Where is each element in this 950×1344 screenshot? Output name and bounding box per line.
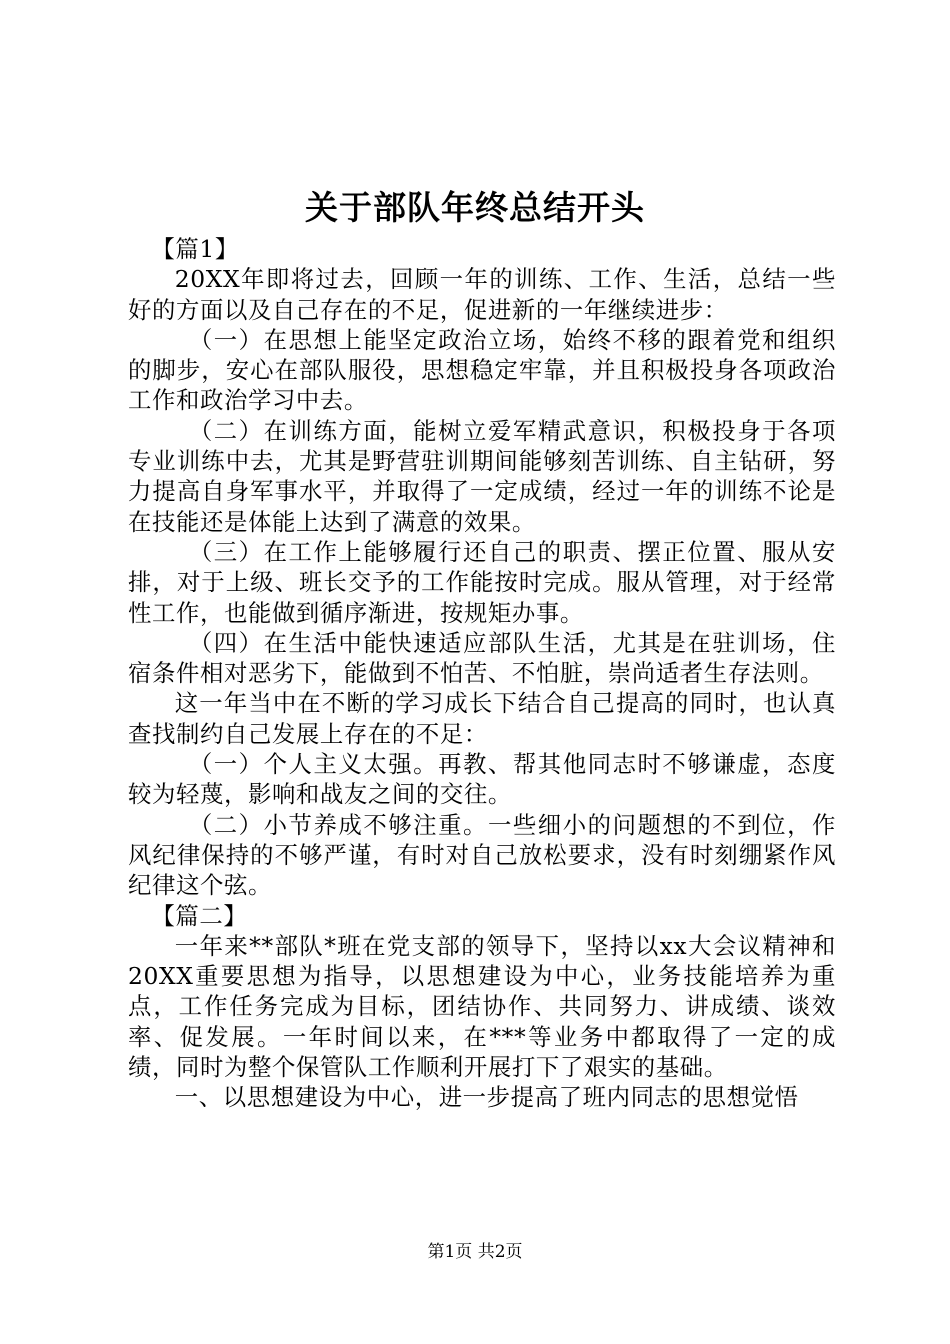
paragraph: 【篇1】: [151, 235, 239, 263]
paragraph: （一）在思想上能坚定政治立场，始终不移的跟着党和组织的脚步，安心在部队服役，思想稳定牢靠，并且积极投身各项政治工作和政治学习中去。: [128, 325, 836, 415]
document-body: [128, 234, 836, 1113]
paragraph: 一、以思想建设为中心，进一步提高了班内同志的思想觉悟: [174, 1083, 799, 1112]
paragraph: （四）在生活中能快速适应部队生活，尤其是在驻训场，住宿条件相对恶劣下，能做到不怕苦、不怕脏，崇尚适者生存法则。: [128, 628, 836, 688]
paragraph: （三）在工作上能够履行还自己的职责、摆正位置、服从安排，对于上级、班长交予的工作能按时完成。服从管理，对于经常性工作，也能做到循序渐进，按规矩办事。: [128, 537, 836, 627]
paragraph: （二）在训练方面，能树立爱军精武意识，积极投身于各项专业训练中去，尤其是野营驻训期间能够刻苦训练、自主钻研，努力提高自身军事水平，并取得了一定成绩，经过一年的训练不论是在技能还是体能上达到了满意的效果。: [128, 416, 836, 536]
page-number: 第1页 共2页: [427, 1242, 523, 1262]
paragraph: 一年来**部队*班在党支部的领导下，坚持以xx大会议精神和20XX重要思想为指导，以思想建设为中心，业务技能培养为重点，工作任务完成为目标，团结协作、共同努力、讲成绩、谈效率、促发展。一年时间以来，在***等业务中都取得了一定的成绩，同时为整个保管队工作顺利开展打下了艰实的基础。: [128, 931, 836, 1082]
paragraph: 20XX年即将过去，回顾一年的训练、工作、生活，总结一些好的方面以及自己存在的不足，促进新的一年继续进步：: [128, 265, 836, 324]
document-title: 关于部队年终总结开头: [305, 188, 645, 227]
paragraph: （二）小节养成不够注重。一些细小的问题想的不到位，作风纪律保持的不够严谨，有时对自己放松要求，没有时刻绷紧作风纪律这个弦。: [128, 810, 836, 900]
paragraph: （一）个人主义太强。再教、帮其他同志时不够谦虚，态度较为轻蔑，影响和战友之间的交往。: [128, 750, 836, 809]
paragraph: 这一年当中在不断的学习成长下结合自己提高的同时，也认真查找制约自己发展上存在的不足：: [128, 689, 836, 748]
paragraph: 【篇二】: [151, 901, 248, 930]
